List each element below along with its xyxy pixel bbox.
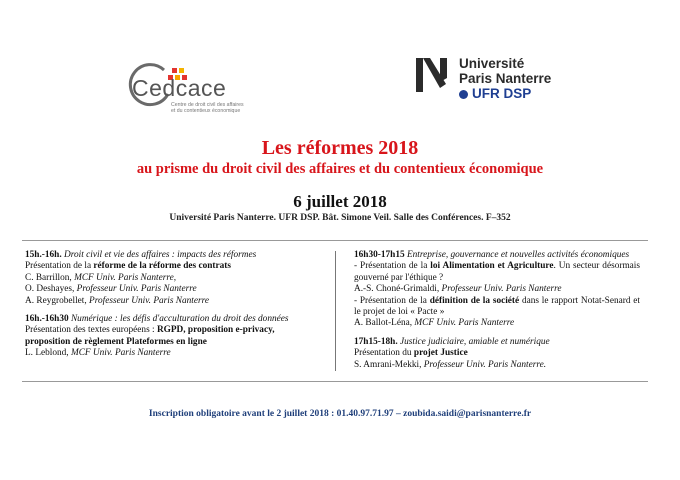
event-venue: Université Paris Nanterre. UFR DSP. Bât. Simone Veil. Salle des Conférences. F–352: [169, 213, 511, 223]
university-n-icon: [416, 58, 448, 92]
session-block: [354, 250, 640, 330]
speaker-line: [354, 318, 640, 329]
talk-line: [354, 296, 640, 319]
speaker-name: O. Deshayes,: [25, 284, 77, 295]
talk-line: [354, 348, 640, 359]
speaker-role: Professeur Univ. Paris Nanterre: [441, 284, 562, 295]
talk-line: [25, 325, 325, 336]
logo-square-yellow: [179, 68, 184, 73]
logo-square-red: [172, 68, 177, 73]
cedcace-subtitle-line: Centre de droit civil des affaires: [171, 102, 244, 108]
session-header: [354, 337, 640, 348]
cedcace-subtitle: [171, 102, 244, 114]
session-theme: Droit civil et vie des affaires : impacts des réformes: [64, 250, 257, 260]
session-block: [25, 250, 325, 307]
talk-prefix: Présentation des textes européens :: [25, 325, 157, 336]
speaker-name: L. Leblond,: [25, 348, 71, 359]
cedcace-wordmark: Cedcace: [132, 75, 227, 101]
talk-suffix: . Un secteur désormais gouverné par l'éthique ?: [354, 261, 641, 283]
speaker-line: [25, 296, 325, 307]
talk-title: projet Justice: [413, 348, 468, 359]
speaker-name: A. Ballot-Léna,: [354, 318, 415, 329]
ufr-label: UFR DSP: [472, 86, 532, 101]
speaker-name: S. Amrani-Mekki,: [354, 359, 424, 370]
program-left-column: [25, 250, 325, 367]
page-subtitle: au prisme du droit civil des affaires et du contentieux économique: [136, 161, 544, 177]
talk-title-continued: proposition de règlement Plateformes en ligne: [25, 336, 207, 347]
session-theme: Entreprise, gouvernance et nouvelles activités économiques: [406, 250, 630, 260]
talk-prefix: - Présentation de la: [354, 295, 430, 306]
speaker-name: A. Reygrobellet,: [25, 295, 90, 306]
talk-prefix: - Présentation de la: [354, 261, 431, 272]
session-header: [25, 314, 325, 325]
program-box: [22, 240, 648, 382]
speaker-role: MCF Univ. Paris Nanterre: [414, 318, 515, 329]
session-theme: Numérique : les défis d'acculturation du droit des données: [70, 314, 289, 325]
event-date: 6 juillet 2018: [293, 192, 387, 211]
session-time: 16h30-17h15: [354, 250, 405, 260]
registration-notice: Inscription obligatoire avant le 2 juillet 2018 : 01.40.97.71.97 – zoubida.saidi@parisnanterre.fr: [148, 409, 532, 419]
talk-title: réforme de la réforme des contrats: [93, 261, 232, 272]
talk-line: [354, 261, 640, 284]
talk-prefix: Présentation de la: [25, 261, 94, 272]
university-name-line: Paris Nanterre: [459, 71, 552, 86]
speaker-role: Professeur Univ. Paris Nanterre: [76, 284, 197, 295]
speaker-role: Professeur Univ. Paris Nanterre: [89, 295, 210, 306]
talk-suffix: dans le rapport Notat-Senard et le projet de loi « Pacte »: [354, 295, 640, 318]
talk-title: loi Alimentation et Agriculture: [430, 261, 554, 272]
speaker-role: MCF Univ. Paris Nanterre: [70, 348, 171, 359]
session-theme: Justice judiciaire, amiable et numérique: [399, 336, 550, 347]
speaker-line: [354, 360, 640, 371]
session-block: [354, 337, 640, 371]
university-name-line: Université: [459, 56, 525, 71]
session-header: [25, 250, 325, 261]
talk-title: définition de la société: [429, 295, 520, 306]
speaker-name: C. Barrillon,: [25, 272, 75, 283]
speaker-role: Professeur Univ. Paris Nanterre.: [423, 359, 547, 370]
session-time: 16h.-16h30: [25, 314, 69, 325]
speaker-line: [354, 284, 640, 295]
talk-line: [25, 261, 325, 272]
speaker-line: [25, 273, 325, 284]
speaker-line: [25, 348, 325, 359]
talk-prefix: Présentation du: [354, 348, 414, 359]
talk-title: RGPD, proposition e-privacy,: [156, 325, 275, 336]
cedcace-subtitle-line: et du contentieux économique: [171, 108, 241, 114]
cedcace-logo: [124, 60, 274, 130]
session-header: [354, 250, 640, 261]
session-time: 15h.-16h.: [25, 250, 62, 260]
speaker-name: A.-S. Choné-Grimaldi,: [354, 284, 442, 295]
page-title: Les réformes 2018: [261, 137, 419, 159]
column-divider: [335, 251, 336, 371]
session-block: [25, 314, 325, 360]
program-right-column: [354, 250, 640, 378]
speaker-role: MCF Univ. Paris Nanterre,: [74, 272, 177, 283]
speaker-line: [25, 284, 325, 295]
session-time: 17h15-18h.: [354, 336, 398, 347]
university-logo: [416, 55, 586, 105]
